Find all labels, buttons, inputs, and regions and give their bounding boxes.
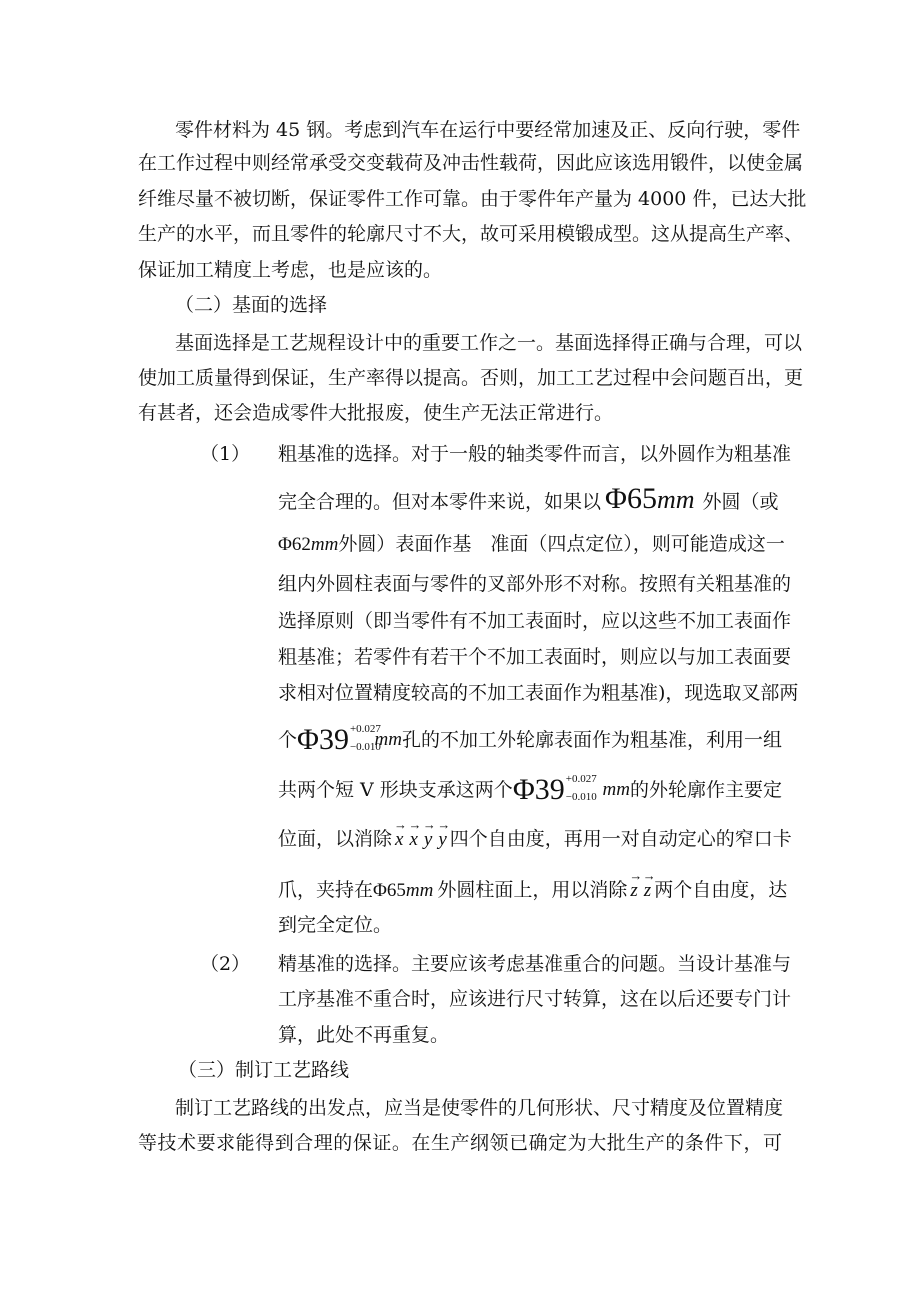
vector-y: → y xyxy=(424,828,432,852)
list-item-line xyxy=(278,775,782,805)
paragraph-line: 保证加工精度上考虑，也是应该的。 xyxy=(138,259,443,281)
paragraph-line: 使加工质量得到保证，生产率得以提高。否则，加工工艺过程中会问题百出，更 xyxy=(138,367,804,389)
list-item-line xyxy=(278,868,788,903)
lower-deviation: −0.010 xyxy=(349,741,381,753)
vector-arrow-icon: → xyxy=(422,817,436,832)
tolerance-stack xyxy=(349,723,381,755)
paragraph-line: 纤维尽量不被切断，保证零件工作可靠。由于零件年产量为 4000 件，已达大批 xyxy=(138,188,807,210)
vector-z-rot: → z xyxy=(644,879,651,903)
list-item-line: 组内外圆柱表面与零件的叉部外形不对称。按照有关粗基准的 xyxy=(278,573,792,595)
list-item-number: （1） xyxy=(200,443,251,465)
text-span: 爪，夹持在 xyxy=(278,879,374,901)
section-heading: （三）制订工艺路线 xyxy=(178,1059,350,1081)
vector-arrow-icon: → xyxy=(394,817,408,832)
list-item-line xyxy=(278,725,782,755)
text-span: 四个自由度，再用一对自动定心的窄口卡 xyxy=(449,828,792,850)
paragraph-line: 有甚者，还会造成零件大批报废，使生产无法正常进行。 xyxy=(138,402,614,424)
unit-mm: mm xyxy=(374,729,402,750)
section-heading: （二）基面的选择 xyxy=(175,294,328,316)
tolerance-stack xyxy=(566,775,602,805)
text-span: 外圆（或 xyxy=(702,491,779,513)
unit-mm: mm xyxy=(310,534,339,555)
paragraph-line: 在工作过程中则经常承受交变载荷及冲击性载荷，因此应该选用锻件，以使金属 xyxy=(138,152,804,174)
vector-z: → z xyxy=(630,879,637,903)
unit-mm: mm xyxy=(405,880,434,901)
upper-deviation: +0.027 xyxy=(349,723,381,735)
diameter-symbol: Φ39 xyxy=(297,723,349,756)
list-item-line: 粗基准；若零件有若干个不加工表面时，则应以与加工表面要 xyxy=(278,646,792,668)
text-span: 个 xyxy=(278,729,298,751)
vector-y-rot: → y xyxy=(438,828,446,852)
list-item-line: 工序基准不重合时，应该进行尺寸转算，这在以后还要专门计 xyxy=(278,988,792,1010)
list-item-number: （2） xyxy=(200,953,251,975)
paragraph-line: 基面选择是工艺规程设计中的重要工作之一。基面选择得正确与合理，可以 xyxy=(175,332,803,354)
paragraph-line: 生产的水平，而且零件的轮廓尺寸不大，故可采用模锻成型。这从提高生产率、 xyxy=(138,223,804,245)
list-item-line xyxy=(278,532,785,557)
diameter-symbol: Φ65 xyxy=(605,482,657,515)
vector-arrow-icon: → xyxy=(629,868,643,883)
upper-deviation: +0.027 xyxy=(565,773,597,785)
list-item-line xyxy=(278,817,792,852)
diameter-symbol: Φ39 xyxy=(512,773,565,806)
vector-arrow-icon: → xyxy=(408,817,422,832)
list-item-line: 求相对位置精度较高的不加工表面作为粗基准)，现选取叉部两 xyxy=(278,682,799,704)
text-span: 外圆柱面上，用以消除 xyxy=(437,879,628,901)
paragraph-line: 等技术要求能得到合理的保证。在生产纲领已确定为大批生产的条件下，可 xyxy=(138,1132,782,1154)
text-span: 外圆）表面作基 准面（四点定位），则可能造成这一 xyxy=(338,533,785,555)
vector-x-rot: → x xyxy=(409,828,417,852)
vector-arrow-icon: → xyxy=(642,868,656,883)
lower-deviation: −0.010 xyxy=(565,791,597,803)
list-item-line: 算，此处不再重复。 xyxy=(278,1024,450,1046)
list-item-line: 到完全定位。 xyxy=(278,914,393,936)
diameter-symbol: Φ62 xyxy=(278,534,311,555)
unit-mm: mm xyxy=(656,485,695,514)
text-span: 位面，以消除 xyxy=(278,828,393,850)
list-item-line: 粗基准的选择。对于一般的轴类零件而言，以外圆作为粗基准 xyxy=(278,443,792,465)
vector-arrow-icon: → xyxy=(437,817,451,832)
text-span: 的外轮廓作主要定 xyxy=(629,779,782,801)
unit-mm: mm xyxy=(602,779,630,800)
diameter-symbol: Φ65 xyxy=(373,880,406,901)
text-span: 两个自由度，达 xyxy=(654,879,788,901)
paragraph-line: 制订工艺路线的出发点，应当是使零件的几何形状、尺寸精度及位置精度 xyxy=(175,1097,784,1119)
text-span: 共两个短 V 形块支承这两个 xyxy=(278,779,513,801)
list-item-line: 选择原则（即当零件有不加工表面时，应以这些不加工表面作 xyxy=(278,610,792,632)
list-item-line: 精基准的选择。主要应该考虑基准重合的问题。当设计基准与 xyxy=(278,953,792,975)
paragraph-line: 零件材料为 45 钢。考虑到汽车在运行中要经常加速及正、反向行驶，零件 xyxy=(175,119,801,141)
text-span: 孔的不加工外轮廓表面作为粗基准，利用一组 xyxy=(401,729,782,751)
vector-x: → x xyxy=(395,828,403,852)
text-span: 完全合理的。但对本零件来说，如果以 xyxy=(278,491,602,513)
list-item-line xyxy=(278,482,782,515)
